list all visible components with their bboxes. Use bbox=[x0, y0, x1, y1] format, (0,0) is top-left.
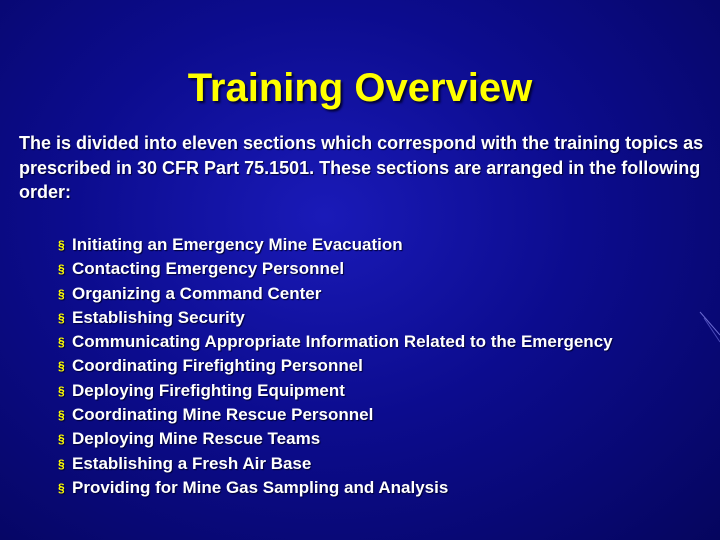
list-item bbox=[58, 306, 718, 330]
list-item bbox=[58, 379, 718, 403]
section-list bbox=[58, 233, 718, 500]
bullet-icon: § bbox=[58, 480, 65, 495]
bullet-icon: § bbox=[58, 310, 65, 325]
bullet-icon: § bbox=[58, 359, 65, 374]
list-item bbox=[58, 354, 718, 378]
list-item-text: Initiating an Emergency Mine Evacuation bbox=[72, 235, 403, 254]
bullet-icon: § bbox=[58, 286, 65, 301]
intro-paragraph: The is divided into eleven sections which correspond with the training topics as prescribed in 30 CFR Part 75.1501. These sections are arranged in the following order: bbox=[19, 133, 704, 202]
list-item-text: Communicating Appropriate Information Related to the Emergency bbox=[72, 332, 613, 352]
bullet-icon: § bbox=[58, 335, 65, 350]
slide-title: Training Overview bbox=[187, 66, 533, 110]
list-item bbox=[58, 427, 718, 451]
bullet-icon: § bbox=[58, 238, 65, 252]
list-item-text: Deploying Firefighting Equipment bbox=[72, 380, 345, 400]
list-item-text: Deploying Mine Rescue Teams bbox=[72, 429, 321, 449]
list-item-text: Contacting Emergency Personnel bbox=[72, 259, 345, 279]
list-item bbox=[58, 476, 718, 500]
list-item-text: Establishing a Fresh Air Base bbox=[72, 453, 312, 473]
bullet-icon: § bbox=[58, 262, 65, 277]
list-item-text: Establishing Security bbox=[72, 307, 245, 327]
list-item bbox=[58, 452, 718, 476]
bullet-icon: § bbox=[58, 432, 65, 447]
list-item-text: Coordinating Mine Rescue Personnel bbox=[72, 405, 374, 425]
bullet-icon: § bbox=[58, 456, 65, 471]
list-item-text: Coordinating Firefighting Personnel bbox=[72, 356, 363, 376]
list-item bbox=[58, 282, 718, 306]
list-item bbox=[58, 233, 718, 257]
list-item bbox=[58, 330, 718, 354]
list-item-text: Organizing a Command Center bbox=[72, 283, 322, 303]
list-item bbox=[58, 257, 718, 281]
list-item bbox=[58, 403, 718, 427]
bullet-icon: § bbox=[58, 408, 65, 423]
bullet-icon: § bbox=[58, 383, 65, 398]
list-item-text: Providing for Mine Gas Sampling and Analysis bbox=[72, 477, 449, 497]
